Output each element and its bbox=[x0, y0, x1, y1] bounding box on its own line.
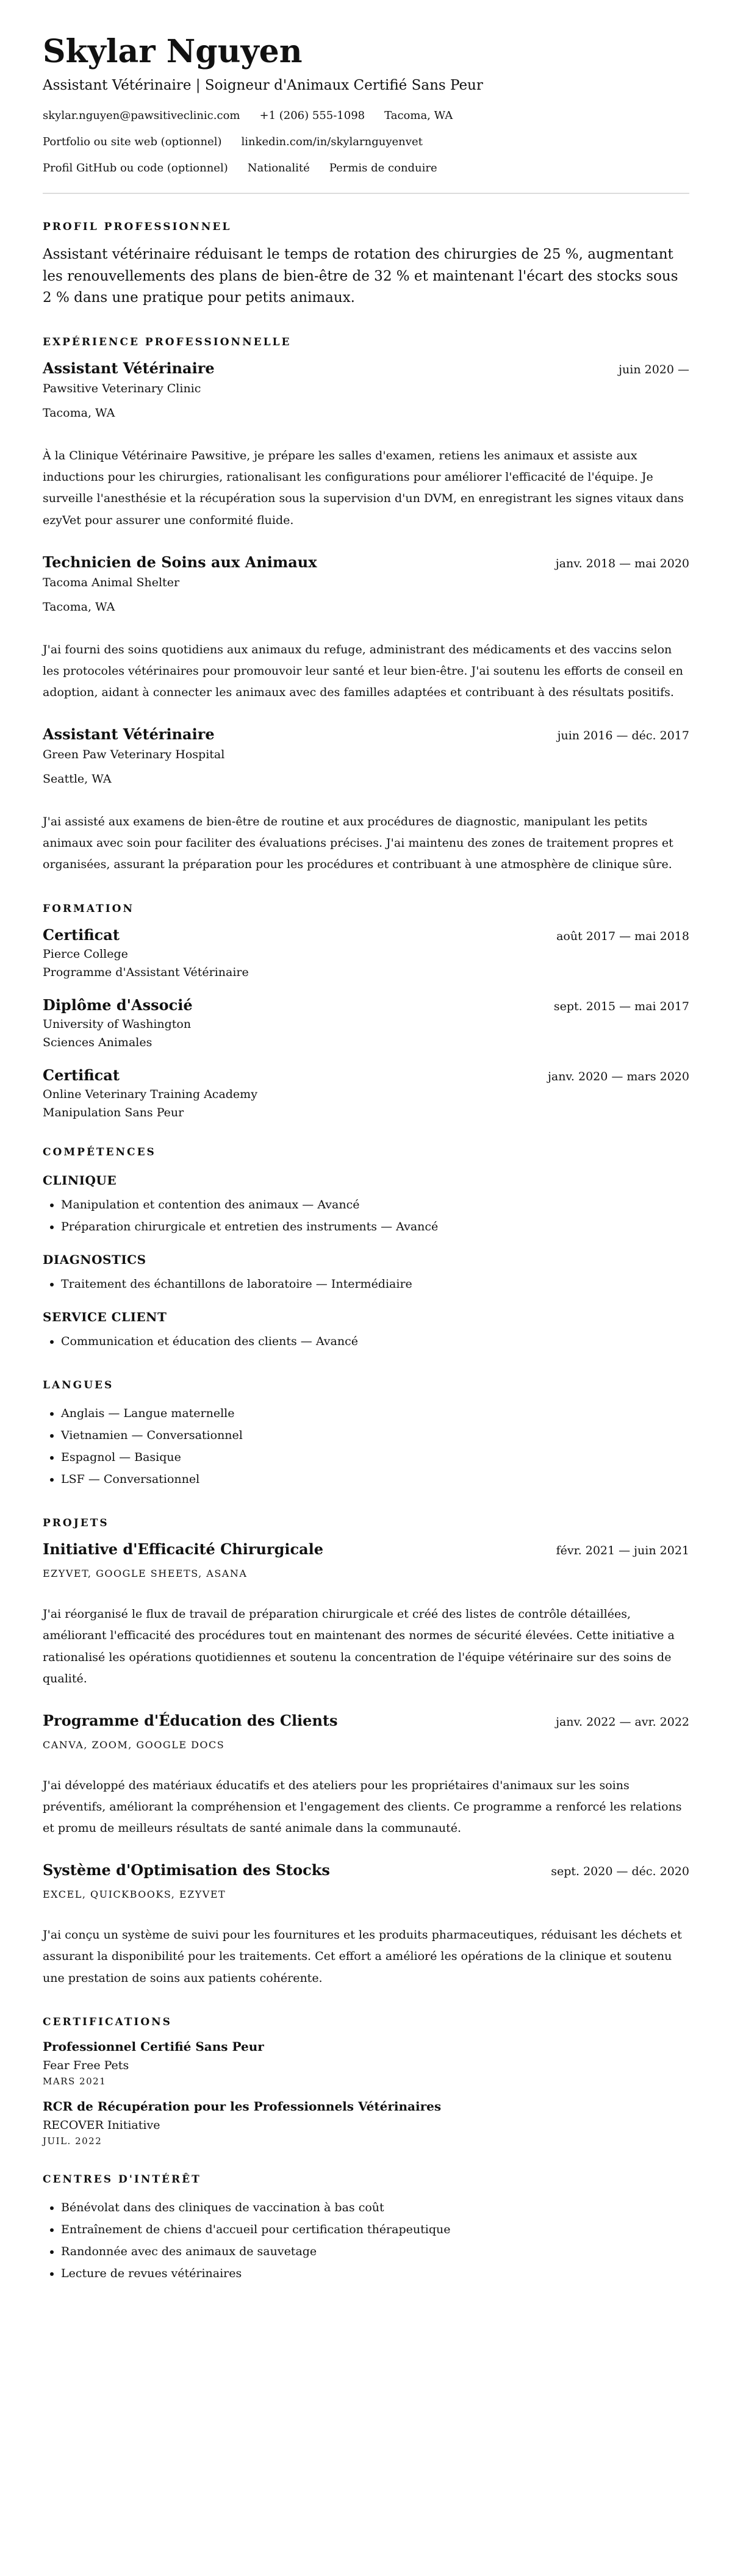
project-dates: janv. 2022 — avr. 2022 bbox=[556, 1715, 689, 1729]
education-entry bbox=[43, 926, 689, 979]
candidate-headline: Assistant Vétérinaire | Soigneur d'Animaux Certifié Sans Peur bbox=[43, 77, 483, 94]
school-name: Online Veterinary Training Academy bbox=[43, 1087, 257, 1101]
language-item: • Vietnamien — Conversationnel bbox=[61, 1424, 689, 1446]
degree-dates: janv. 2020 — mars 2020 bbox=[547, 1069, 689, 1083]
section-title-certifications: CERTIFICATIONS bbox=[43, 2015, 172, 2028]
job-title: Assistant Vétérinaire bbox=[43, 359, 215, 378]
project-description: J'ai développé des matériaux éducatifs et des ateliers pour les propriétaires d'animaux sur les soins préventifs, améliorant la compréhension et l'engagement des clients. Ce programme a renforcé les relations et promu de meilleurs résultats de santé animale dans la communauté. bbox=[43, 1778, 682, 1835]
job-location: Tacoma, WA bbox=[43, 600, 115, 614]
project-name: Initiative d'Efficacité Chirurgicale bbox=[43, 1540, 324, 1559]
interest-item: • Entraînement de chiens d'accueil pour certification thérapeutique bbox=[61, 2219, 689, 2241]
skill-list bbox=[43, 1330, 689, 1352]
experience-entry bbox=[43, 359, 689, 531]
contact-location: Tacoma, WA bbox=[384, 109, 453, 123]
project-tech: CANVA, ZOOM, GOOGLE DOCS bbox=[43, 1738, 225, 1751]
degree-title: Diplôme d'Associé bbox=[43, 996, 193, 1014]
project-description: J'ai réorganisé le flux de travail de préparation chirurgicale et créé des listes de contrôle détaillées, améliorant l'efficacité des procédures tout en maintenant des normes de sécurité élevées. Cette initiative a rationalisé les opérations quotidiennes et soutenu la concentration de l'équipe vétérinaire sur des soins de qualité. bbox=[43, 1607, 675, 1685]
degree-title: Certificat bbox=[43, 925, 120, 944]
job-employer: Tacoma Animal Shelter bbox=[43, 575, 180, 589]
skill-category: SERVICE CLIENT bbox=[43, 1309, 167, 1324]
job-dates: juin 2020 — bbox=[619, 363, 689, 377]
experience-entry bbox=[43, 725, 689, 875]
skill-item: • Préparation chirurgicale et entretien des instruments — Avancé bbox=[61, 1216, 689, 1238]
skill-item: • Traitement des échantillons de laboratoire — Intermédiaire bbox=[61, 1273, 689, 1295]
degree-dates: sept. 2015 — mai 2017 bbox=[553, 999, 689, 1013]
job-location: Seattle, WA bbox=[43, 772, 112, 786]
language-list bbox=[43, 1402, 689, 1490]
interest-item: • Bénévolat dans des cliniques de vaccination à bas coût bbox=[61, 2197, 689, 2219]
contact-row-1 bbox=[43, 109, 689, 122]
certification-issuer: Fear Free Pets bbox=[43, 2058, 129, 2072]
language-item: • Anglais — Langue maternelle bbox=[61, 1402, 689, 1424]
project-entry bbox=[43, 1712, 689, 1839]
certification-entry bbox=[43, 2099, 689, 2147]
header-divider bbox=[43, 193, 689, 194]
job-location: Tacoma, WA bbox=[43, 406, 115, 420]
certification-issuer: RECOVER Initiative bbox=[43, 2118, 160, 2132]
section-title-interests: CENTRES D'INTÉRÊT bbox=[43, 2173, 201, 2186]
summary-text: Assistant vétérinaire réduisant le temps de rotation des chirurgies de 25 %, augmentant les renouvellements des plans de bien-être de 32 % et maintenant l'écart des stocks sous 2 % dans une pratique pour petits animaux. bbox=[43, 246, 678, 306]
school-name: University of Washington bbox=[43, 1017, 192, 1031]
interest-list bbox=[43, 2197, 689, 2284]
skills-section bbox=[43, 1146, 689, 1352]
contact-row-2 bbox=[43, 135, 689, 148]
project-name: Programme d'Éducation des Clients bbox=[43, 1711, 338, 1729]
languages-section bbox=[43, 1379, 689, 1490]
section-title-summary: PROFIL PROFESSIONNEL bbox=[43, 221, 232, 234]
education-entry bbox=[43, 1066, 689, 1119]
contact-phone[interactable]: +1 (206) 555-1098 bbox=[259, 109, 365, 123]
candidate-name: Skylar Nguyen bbox=[43, 33, 303, 70]
education-entry bbox=[43, 996, 689, 1049]
contact-license: Permis de conduire bbox=[329, 162, 437, 175]
degree-field: Sciences Animales bbox=[43, 1035, 152, 1049]
degree-title: Certificat bbox=[43, 1066, 120, 1084]
school-name: Pierce College bbox=[43, 947, 128, 961]
skill-category: CLINIQUE bbox=[43, 1172, 117, 1188]
contact-linkedin[interactable]: linkedin.com/in/skylarnguyenvet bbox=[241, 135, 423, 149]
experience-section bbox=[43, 336, 689, 875]
section-title-experience: EXPÉRIENCE PROFESSIONNELLE bbox=[43, 336, 292, 349]
interest-item: • Randonnée avec des animaux de sauvetage bbox=[61, 2241, 689, 2262]
degree-field: Programme d'Assistant Vétérinaire bbox=[43, 965, 249, 979]
certification-date: JUIL. 2022 bbox=[43, 2135, 102, 2147]
project-name: Système d'Optimisation des Stocks bbox=[43, 1861, 330, 1879]
skill-item: • Communication et éducation des clients — Avancé bbox=[61, 1330, 689, 1352]
experience-entry bbox=[43, 553, 689, 703]
section-title-projects: PROJETS bbox=[43, 1517, 109, 1530]
project-description: J'ai conçu un système de suivi pour les fournitures et les produits pharmaceutiques, réduisant les déchets et assurant la disponibilité pour les traitements. Cet effort a amélioré les opérations de la clinique et soutenu une prestation de soins aux patients cohérente. bbox=[43, 1928, 682, 1985]
job-description: J'ai fourni des soins quotidiens aux animaux du refuge, administrant des médicaments et des vaccins selon les protocoles vétérinaires pour promouvoir leur santé et leur bien-être. J'ai soutenu les efforts de conseil en adoption, aidant à connecter les animaux avec des familles adaptées et contribuant à des résultats positifs. bbox=[43, 642, 683, 699]
interest-item: • Lecture de revues vétérinaires bbox=[61, 2262, 689, 2284]
contact-info bbox=[43, 109, 689, 174]
contact-row-3 bbox=[43, 162, 689, 174]
contact-portfolio[interactable]: Portfolio ou site web (optionnel) bbox=[43, 135, 222, 149]
skill-category: DIAGNOSTICS bbox=[43, 1252, 146, 1267]
projects-section bbox=[43, 1517, 689, 1989]
job-title: Technicien de Soins aux Animaux bbox=[43, 553, 317, 571]
section-title-skills: COMPÉTENCES bbox=[43, 1146, 156, 1158]
job-description: J'ai assisté aux examens de bien-être de routine et aux procédures de diagnostic, manipulant les petits animaux avec soin pour faciliter des évaluations précises. J'ai maintenu des zones de traitement propres et organisées, assurant la préparation pour les procédures et contribuant à une atmosphère de clinique sûre. bbox=[43, 815, 673, 872]
job-employer: Pawsitive Veterinary Clinic bbox=[43, 382, 201, 396]
degree-dates: août 2017 — mai 2018 bbox=[556, 929, 689, 943]
education-section bbox=[43, 903, 689, 1119]
skill-list bbox=[43, 1273, 689, 1295]
project-entry bbox=[43, 1861, 689, 1989]
project-tech: EXCEL, QUICKBOOKS, EZYVET bbox=[43, 1889, 226, 1901]
language-item: • Espagnol — Basique bbox=[61, 1446, 689, 1468]
section-title-education: FORMATION bbox=[43, 902, 135, 915]
skill-item: • Manipulation et contention des animaux — Avancé bbox=[61, 1194, 689, 1216]
section-title-languages: LANGUES bbox=[43, 1379, 114, 1391]
project-tech: EZYVET, GOOGLE SHEETS, ASANA bbox=[43, 1568, 248, 1580]
project-dates: sept. 2020 — déc. 2020 bbox=[551, 1865, 689, 1879]
project-dates: févr. 2021 — juin 2021 bbox=[556, 1544, 689, 1558]
job-dates: janv. 2018 — mai 2020 bbox=[555, 556, 689, 570]
skill-list bbox=[43, 1194, 689, 1238]
contact-email[interactable]: skylar.nguyen@pawsitiveclinic.com bbox=[43, 109, 240, 123]
job-employer: Green Paw Veterinary Hospital bbox=[43, 748, 225, 762]
resume-header bbox=[43, 34, 689, 174]
job-dates: juin 2016 — déc. 2017 bbox=[557, 729, 689, 743]
certification-entry bbox=[43, 2039, 689, 2087]
degree-field: Manipulation Sans Peur bbox=[43, 1105, 184, 1119]
certification-name: RCR de Récupération pour les Professionnels Vétérinaires bbox=[43, 2098, 442, 2114]
certification-date: MARS 2021 bbox=[43, 2075, 107, 2087]
contact-nationality: Nationalité bbox=[247, 162, 310, 175]
job-title: Assistant Vétérinaire bbox=[43, 725, 215, 744]
project-entry bbox=[43, 1540, 689, 1690]
language-item: • LSF — Conversationnel bbox=[61, 1468, 689, 1490]
contact-github[interactable]: Profil GitHub ou code (optionnel) bbox=[43, 162, 228, 175]
summary-section bbox=[43, 221, 689, 309]
job-description: À la Clinique Vétérinaire Pawsitive, je prépare les salles d'examen, retiens les animaux et assiste aux inductions pour les chirurgies, rationalisant les configurations pour améliorer l'efficacité de l'équipe. Je surveille l'anesthésie et la récupération sous la supervision d'un DVM, en enregistrant les signes vitaux dans ezyVet pour assurer une conformité fluide. bbox=[43, 449, 684, 527]
interests-section bbox=[43, 2173, 689, 2284]
certification-name: Professionnel Certifié Sans Peur bbox=[43, 2039, 264, 2054]
certifications-section bbox=[43, 2016, 689, 2147]
